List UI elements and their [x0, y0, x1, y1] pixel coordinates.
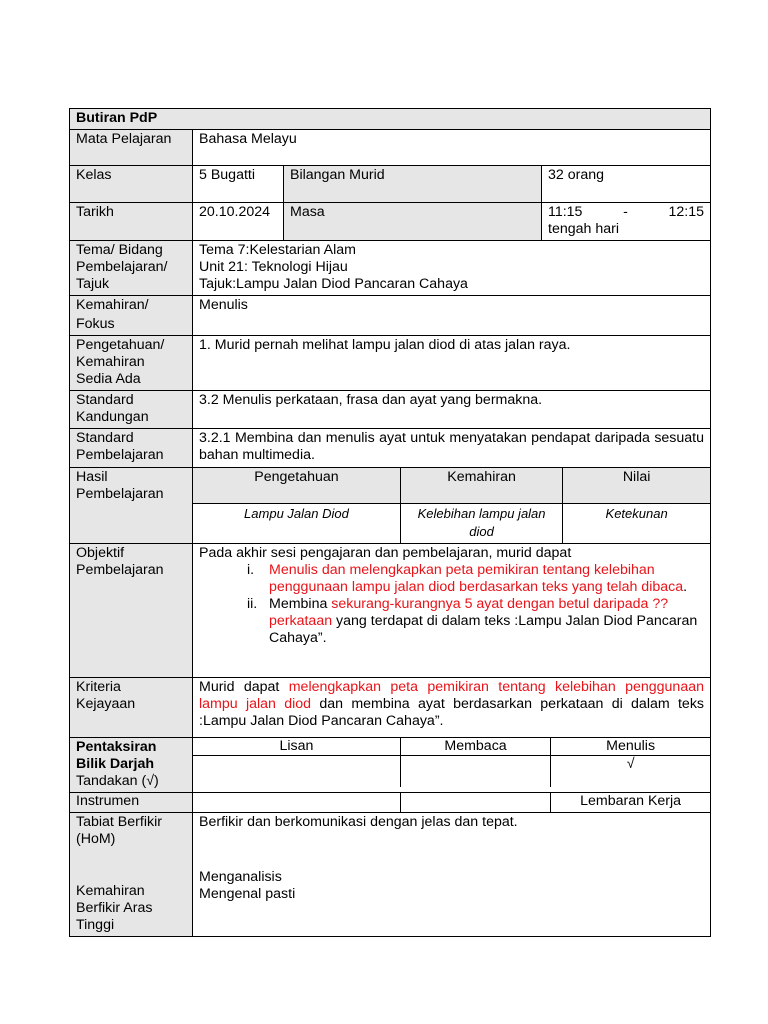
hasil-value-nilai: Ketekunan: [563, 503, 710, 543]
label-tema: [70, 241, 193, 296]
kriteria-red-text: melengkapkan peta pemikiran tentang kelebihan penggunaan lampu jalan diod: [199, 678, 704, 712]
label-kelas: Kelas: [70, 166, 193, 203]
label-pengetahuan-line: Kemahiran: [76, 354, 145, 370]
hasil-header-kemahiran: Kemahiran: [400, 468, 562, 503]
list-number: ii.: [247, 595, 258, 612]
hasil-value-pengetahuan: Lampu Jalan Diod: [193, 503, 400, 543]
kriteria-text: dan membina ayat berdasarkan perkataan di dalam teks :Lampu Jalan Diod Pancaran Cahaya”.: [199, 695, 705, 729]
label-mata-pelajaran: Mata Pelajaran: [70, 130, 193, 166]
label-kbat-line: Berfikir Aras: [76, 899, 153, 916]
pentaksiran-grid-cell: [193, 737, 711, 792]
label-masa: Masa: [284, 203, 542, 241]
value-pengetahuan: 1. Murid pernah melihat lampu jalan diod di atas jalan raya.: [193, 336, 711, 391]
label-kriteria: [70, 677, 193, 737]
instrumen-membaca: [400, 793, 550, 812]
pentaksiran-mark-membaca: [400, 756, 550, 787]
label-tabiat-line: (HoM): [76, 830, 116, 847]
value-standard-kandungan: 3.2 Menulis perkataan, frasa dan ayat yang bermakna.: [193, 391, 711, 429]
value-bilangan-murid: 32 orang: [542, 166, 711, 203]
value-objektif: [193, 543, 711, 677]
hasil-header-pengetahuan: Pengetahuan: [193, 468, 400, 503]
tajuk-line: Tajuk:Lampu Jalan Diod Pancaran Cahaya: [199, 276, 468, 292]
value-masa: [542, 203, 711, 241]
label-instrumen: Instrumen: [70, 792, 193, 812]
label-kbat-line: Tinggi: [76, 916, 115, 933]
value-mata-pelajaran: Bahasa Melayu: [193, 130, 711, 166]
masa-end: 12:15: [668, 204, 705, 220]
label-kemahiran-line: Fokus: [76, 316, 115, 332]
lesson-plan-table: [69, 108, 711, 937]
hasil-grid-cell: [193, 468, 711, 544]
label-sp-line: Standard: [76, 430, 134, 446]
objektif-text: yang terdapat di dalam teks :Lampu Jalan Diod Pancaran Cahaya”.: [269, 612, 698, 646]
label-tabiat-kbat: [70, 812, 193, 936]
objektif-red-text: Menulis dan melengkapkan peta pemikiran tentang kelebihan penggunaan lampu jalan diod berdasarkan teks yang telah dibaca: [269, 561, 684, 595]
label-sp-line: Pembelajaran: [76, 447, 164, 463]
hasil-value-kemahiran: Kelebihan lampu jalan diod: [400, 503, 562, 543]
label-kriteria-line: Kriteria: [76, 678, 121, 695]
pentaksiran-header-membaca: Membaca: [400, 738, 550, 756]
objektif-list: [199, 562, 704, 647]
hasil-grid: [193, 468, 710, 543]
label-pentaksiran-line: Tandakan (√): [76, 772, 159, 789]
label-tema-line: Tema/ Bidang: [76, 242, 163, 258]
label-pentaksiran-line: Pentaksiran: [76, 738, 157, 755]
instrumen-lisan: [193, 793, 400, 812]
label-tema-line: Tajuk: [76, 276, 110, 292]
tema-line: Tema 7:Kelestarian Alam: [199, 242, 356, 258]
label-objektif-line: Pembelajaran: [76, 561, 164, 578]
label-hasil: [70, 468, 193, 544]
pentaksiran-grid: [193, 738, 710, 787]
label-standard-kandungan: [70, 391, 193, 429]
tabiat-value: Berfikir dan berkomunikasi dengan jelas dan tepat.: [199, 813, 518, 830]
label-spacer: [76, 848, 186, 883]
label-kemahiran-line: Kemahiran/: [76, 297, 149, 313]
list-number: i.: [247, 561, 255, 578]
value-spacer: [199, 831, 704, 869]
instrumen-grid-cell: [193, 792, 711, 812]
pentaksiran-header-menulis: Menulis: [551, 738, 710, 756]
pentaksiran-mark-lisan: [193, 756, 400, 787]
label-pentaksiran: [70, 737, 193, 792]
kbat-line: Menganalisis: [199, 868, 282, 885]
label-kemahiran: [70, 296, 193, 336]
label-pengetahuan-line: Sedia Ada: [76, 371, 141, 387]
kriteria-text: Murid dapat: [199, 678, 289, 695]
value-tarikh: 20.10.2024: [193, 203, 284, 241]
masa-suffix: tengah hari: [548, 221, 619, 237]
lesson-plan-document: [69, 108, 710, 937]
objektif-intro: Pada akhir sesi pengajaran dan pembelajaran, murid dapat: [199, 544, 572, 561]
pentaksiran-mark-menulis: √: [551, 756, 710, 787]
masa-dash: -: [623, 204, 628, 220]
objektif-item: [247, 562, 704, 596]
label-tabiat-line: Tabiat Berfikir: [76, 813, 162, 830]
label-kbat-line: Kemahiran: [76, 882, 145, 899]
unit-line: Unit 21: Teknologi Hijau: [199, 259, 348, 275]
label-hasil-line: Hasil: [76, 469, 108, 485]
section-header: Butiran PdP: [70, 109, 711, 130]
objektif-item: [247, 596, 704, 647]
value-standard-pembelajaran: 3.2.1 Membina dan menulis ayat untuk menyatakan pendapat daripada sesuatu bahan multimedia.: [193, 429, 711, 468]
value-kelas: 5 Bugatti: [193, 166, 284, 203]
objektif-red-text: sekurang-kurangnya 5 ayat dengan betul daripada ?? perkataan: [269, 595, 669, 629]
hasil-header-nilai: Nilai: [563, 468, 710, 503]
label-pentaksiran-line: Bilik Darjah: [76, 755, 155, 772]
label-hasil-line: Pembelajaran: [76, 486, 164, 502]
label-pengetahuan: [70, 336, 193, 391]
pentaksiran-header-lisan: Lisan: [193, 738, 400, 756]
masa-start: 11:15: [548, 204, 583, 220]
value-kemahiran: Menulis: [193, 296, 711, 336]
label-objektif-line: Objektif: [76, 544, 125, 561]
instrumen-value: Lembaran Kerja: [580, 792, 682, 809]
label-objektif: [70, 543, 193, 677]
objektif-text: Membina: [269, 595, 332, 612]
label-standard-pembelajaran: [70, 429, 193, 468]
label-kriteria-line: Kejayaan: [76, 695, 136, 712]
label-sk-line: Standard: [76, 392, 134, 408]
kbat-line: Mengenal pasti: [199, 885, 296, 902]
value-tema: [193, 241, 711, 296]
label-bilangan-murid: Bilangan Murid: [284, 166, 542, 203]
value-kriteria: [193, 677, 711, 737]
value-tabiat-kbat: [193, 812, 711, 936]
label-tarikh: Tarikh: [70, 203, 193, 241]
label-tema-line: Pembelajaran/: [76, 259, 168, 275]
objektif-text: .: [683, 578, 688, 595]
instrumen-grid: [193, 793, 710, 812]
label-sk-line: Kandungan: [76, 409, 149, 425]
label-pengetahuan-line: Pengetahuan/: [76, 337, 165, 353]
